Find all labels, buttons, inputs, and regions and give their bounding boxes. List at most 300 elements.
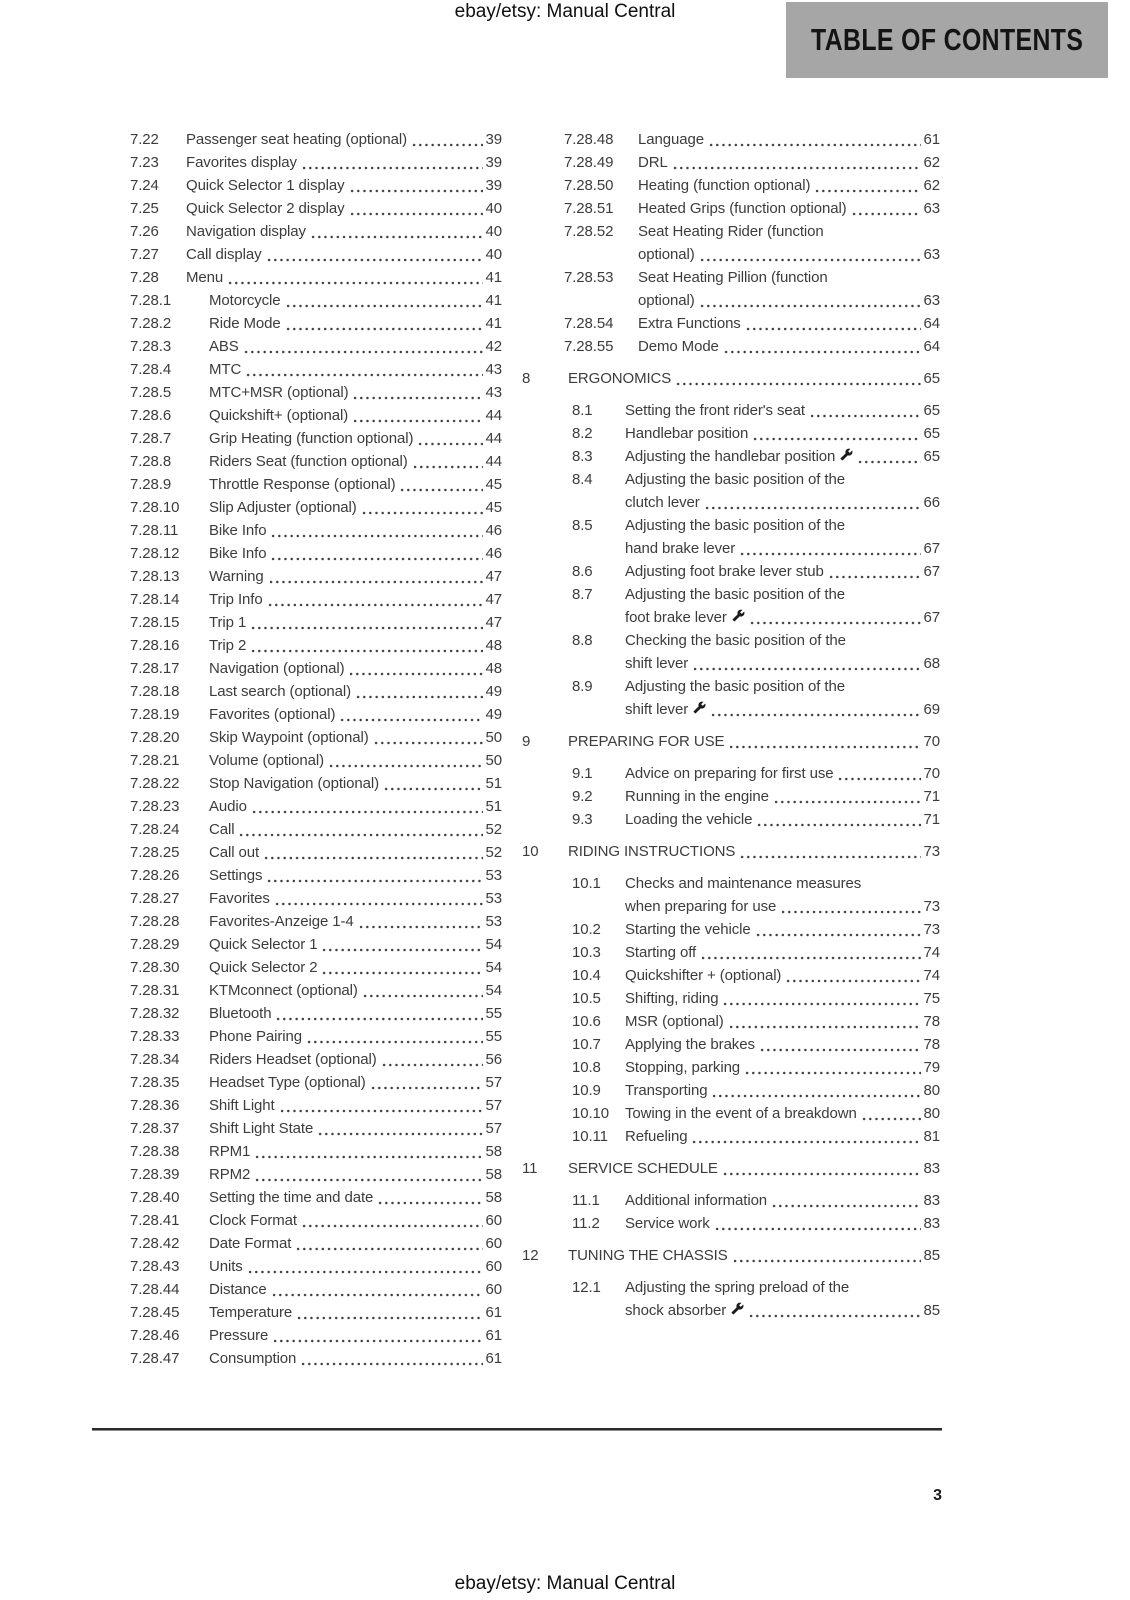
toc-entry-number: 8.2 bbox=[572, 425, 593, 442]
toc-entry-body bbox=[209, 404, 502, 427]
dot-leader bbox=[714, 1227, 921, 1231]
toc-entry-page: 65 bbox=[923, 448, 940, 465]
toc-entry-page: 58 bbox=[485, 1143, 502, 1160]
dot-leader bbox=[756, 823, 920, 827]
toc-entry-last-line bbox=[209, 772, 502, 795]
toc-entry-row bbox=[130, 450, 502, 473]
toc-entry-page: 54 bbox=[485, 936, 502, 953]
dot-leader bbox=[247, 1270, 483, 1274]
toc-entry-row bbox=[130, 358, 502, 381]
dot-leader bbox=[411, 143, 482, 147]
toc-entry-title: Quick Selector 1 display bbox=[186, 177, 345, 194]
dot-leader bbox=[828, 575, 921, 579]
toc-entry-row bbox=[522, 1010, 940, 1033]
toc-entry-body bbox=[209, 1278, 502, 1301]
dot-leader bbox=[699, 258, 921, 262]
toc-entry-row bbox=[130, 1071, 502, 1094]
dot-leader bbox=[732, 1259, 921, 1263]
dot-leader bbox=[328, 764, 482, 768]
toc-entry-body bbox=[625, 1125, 940, 1148]
toc-entry-number: 7.28.54 bbox=[564, 315, 614, 332]
toc-entry-page: 73 bbox=[923, 921, 940, 938]
dot-leader bbox=[722, 1172, 921, 1176]
toc-entry-row bbox=[130, 519, 502, 542]
toc-entry-page: 60 bbox=[485, 1281, 502, 1298]
toc-entry-page: 78 bbox=[923, 1036, 940, 1053]
dot-leader bbox=[383, 787, 482, 791]
toc-entry-page: 50 bbox=[485, 752, 502, 769]
toc-entry-row bbox=[130, 1347, 502, 1370]
toc-entry-page: 57 bbox=[485, 1097, 502, 1114]
dot-leader bbox=[785, 979, 920, 983]
dot-leader bbox=[722, 1002, 920, 1006]
dot-leader bbox=[851, 212, 921, 216]
toc-entry-page: 54 bbox=[485, 959, 502, 976]
dot-leader bbox=[773, 800, 921, 804]
toc-entry-page: 49 bbox=[485, 683, 502, 700]
toc-entry-number: 7.28.44 bbox=[130, 1281, 180, 1298]
toc-entry-row bbox=[130, 680, 502, 703]
toc-entry-number: 7.28.2 bbox=[130, 315, 172, 332]
toc-entry-number: 7.28.1 bbox=[130, 292, 172, 309]
toc-entry-row bbox=[522, 399, 940, 422]
toc-entry-row bbox=[130, 1209, 502, 1232]
dot-leader bbox=[708, 143, 921, 147]
toc-entry-row bbox=[522, 560, 940, 583]
toc-entry-last-line bbox=[625, 1010, 940, 1033]
toc-entry-number: 7.28.6 bbox=[130, 407, 172, 424]
toc-entry-last-line bbox=[209, 864, 502, 887]
toc-entry-body bbox=[209, 358, 502, 381]
toc-entry-body bbox=[209, 565, 502, 588]
toc-entry-number: 8.4 bbox=[572, 471, 593, 488]
toc-entry-title: Transporting bbox=[625, 1082, 708, 1099]
dot-leader bbox=[417, 442, 482, 446]
toc-entry-last-line bbox=[209, 1278, 502, 1301]
toc-entry-title: clutch lever bbox=[625, 494, 700, 511]
toc-entry-last-line bbox=[568, 840, 940, 863]
toc-entry-page: 41 bbox=[485, 292, 502, 309]
toc-entry-last-line bbox=[209, 565, 502, 588]
toc-entry-title: Trip 2 bbox=[209, 637, 247, 654]
toc-entry-last-line bbox=[638, 335, 940, 358]
toc-entry-number: 8.9 bbox=[572, 678, 593, 695]
dot-leader bbox=[361, 511, 483, 515]
toc-entry-row bbox=[130, 818, 502, 841]
toc-entry-title: Shift Light State bbox=[209, 1120, 314, 1137]
toc-entry-row bbox=[130, 220, 502, 243]
toc-entry-last-line bbox=[625, 1033, 940, 1056]
dot-leader bbox=[251, 810, 483, 814]
dot-leader bbox=[691, 1140, 920, 1144]
toc-entry-row bbox=[522, 629, 940, 675]
dot-leader bbox=[814, 189, 920, 193]
toc-entry-page: 63 bbox=[923, 292, 940, 309]
toc-entry-number: 7.28.16 bbox=[130, 637, 180, 654]
toc-entry-number: 7.28.33 bbox=[130, 1028, 180, 1045]
toc-entry-row bbox=[522, 468, 940, 514]
toc-entry-last-line bbox=[209, 818, 502, 841]
toc-entry-title: Navigation (optional) bbox=[209, 660, 345, 677]
dot-leader bbox=[373, 741, 483, 745]
toc-entry-number: 7.28.47 bbox=[130, 1350, 180, 1367]
toc-entry-last-line bbox=[209, 1301, 502, 1324]
toc-entry-title: RPM1 bbox=[209, 1143, 251, 1160]
toc-entry-last-line bbox=[625, 895, 940, 918]
toc-entry-title: Trip 1 bbox=[209, 614, 247, 631]
toc-entry-last-line bbox=[209, 749, 502, 772]
toc-entry-title: Adjusting the handlebar position bbox=[625, 448, 836, 465]
toc-entry-page: 83 bbox=[923, 1215, 940, 1232]
toc-entry-number: 7.28.14 bbox=[130, 591, 180, 608]
toc-entry-title: Skip Waypoint (optional) bbox=[209, 729, 369, 746]
toc-entry-title: Ride Mode bbox=[209, 315, 281, 332]
toc-entry-page: 65 bbox=[923, 425, 940, 442]
toc-entry-row bbox=[130, 979, 502, 1002]
toc-entry-title: Quick Selector 1 bbox=[209, 936, 318, 953]
toc-entry-row bbox=[130, 289, 502, 312]
dot-leader bbox=[755, 933, 921, 937]
toc-entry-page: 57 bbox=[485, 1120, 502, 1137]
toc-entry-row bbox=[522, 335, 940, 358]
toc-entry-last-line bbox=[209, 519, 502, 542]
toc-entry-last-line bbox=[186, 151, 502, 174]
toc-entry-last-line bbox=[209, 473, 502, 496]
toc-entry-title: Grip Heating (function optional) bbox=[209, 430, 414, 447]
toc-entry-body bbox=[625, 514, 940, 560]
toc-entry-title: hand brake lever bbox=[625, 540, 736, 557]
toc-entry-row bbox=[522, 220, 940, 266]
toc-entry-number: 8 bbox=[522, 370, 531, 387]
toc-entry-number: 7.28.30 bbox=[130, 959, 180, 976]
toc-entry-number: 10.11 bbox=[572, 1128, 608, 1145]
toc-entry-number: 7.28.15 bbox=[130, 614, 180, 631]
toc-entry-title-line: Adjusting the basic position of the bbox=[625, 471, 845, 488]
toc-entry-number: 9.1 bbox=[572, 765, 593, 782]
toc-entry-title: Stop Navigation (optional) bbox=[209, 775, 380, 792]
toc-entry-title: Distance bbox=[209, 1281, 267, 1298]
toc-entry-last-line bbox=[209, 1255, 502, 1278]
toc-entry-last-line bbox=[625, 1299, 940, 1322]
dot-leader bbox=[745, 327, 921, 331]
dot-leader bbox=[349, 189, 483, 193]
toc-entry-row bbox=[130, 496, 502, 519]
toc-entry-last-line bbox=[625, 1125, 940, 1148]
dot-leader bbox=[301, 166, 483, 170]
toc-entry-row bbox=[130, 1232, 502, 1255]
toc-entry-page: 67 bbox=[923, 563, 940, 580]
toc-entry-row bbox=[130, 956, 502, 979]
toc-entry-row bbox=[130, 473, 502, 496]
toc-entry-row bbox=[130, 910, 502, 933]
toc-entry-number: 7.22 bbox=[130, 131, 159, 148]
toc-entry-number: 11.2 bbox=[572, 1215, 600, 1232]
toc-entry-last-line bbox=[209, 450, 502, 473]
toc-entry-number: 10.1 bbox=[572, 875, 601, 892]
toc-entry-last-line bbox=[625, 918, 940, 941]
dot-leader bbox=[692, 667, 920, 671]
toc-entry-last-line bbox=[209, 1324, 502, 1347]
toc-entry-page: 39 bbox=[485, 177, 502, 194]
dot-leader bbox=[321, 971, 482, 975]
dot-leader bbox=[245, 373, 482, 377]
toc-entry-body bbox=[209, 335, 502, 358]
toc-entry-body bbox=[209, 1002, 502, 1025]
toc-entry-body bbox=[209, 611, 502, 634]
toc-column-right bbox=[522, 128, 940, 1322]
toc-entry-body bbox=[625, 629, 940, 675]
toc-entry-row bbox=[130, 588, 502, 611]
toc-entry-body bbox=[625, 918, 940, 941]
toc-entry-last-line bbox=[209, 1025, 502, 1048]
toc-entry-body bbox=[568, 1157, 940, 1180]
dot-leader bbox=[349, 212, 483, 216]
toc-entry-page: 43 bbox=[485, 361, 502, 378]
toc-entry-last-line bbox=[209, 588, 502, 611]
toc-entry-page: 80 bbox=[923, 1105, 940, 1122]
toc-entry-body bbox=[209, 289, 502, 312]
toc-entry-body bbox=[209, 749, 502, 772]
dot-leader bbox=[270, 557, 482, 561]
dot-leader bbox=[809, 414, 921, 418]
toc-entry-body bbox=[209, 427, 502, 450]
toc-entry-last-line bbox=[209, 1094, 502, 1117]
toc-entry-last-line bbox=[209, 1347, 502, 1370]
toc-entry-last-line bbox=[638, 289, 940, 312]
toc-entry-number: 7.28.36 bbox=[130, 1097, 180, 1114]
toc-entry-title-line: Checks and maintenance measures bbox=[625, 875, 862, 892]
toc-entry-title: Setting the front rider's seat bbox=[625, 402, 805, 419]
toc-entry-page: 78 bbox=[923, 1013, 940, 1030]
toc-entry-number: 7.28.35 bbox=[130, 1074, 180, 1091]
toc-entry-page: 41 bbox=[485, 269, 502, 286]
toc-entry-number: 7.28.32 bbox=[130, 1005, 180, 1022]
toc-entry-row bbox=[522, 1102, 940, 1125]
toc-entry-row bbox=[522, 1079, 940, 1102]
toc-entry-page: 73 bbox=[923, 898, 940, 915]
toc-entry-number: 7.28.28 bbox=[130, 913, 180, 930]
dot-leader bbox=[266, 879, 482, 883]
toc-entry-row bbox=[130, 1278, 502, 1301]
toc-entry-page: 46 bbox=[485, 522, 502, 539]
toc-entry-body bbox=[625, 785, 940, 808]
toc-entry-number: 11 bbox=[522, 1160, 538, 1177]
toc-entry-number: 8.6 bbox=[572, 563, 593, 580]
toc-entry-page: 85 bbox=[923, 1247, 940, 1264]
toc-entry-title: Date Format bbox=[209, 1235, 292, 1252]
toc-entry-page: 40 bbox=[485, 223, 502, 240]
toc-entry-title: RPM2 bbox=[209, 1166, 251, 1183]
toc-entry-body bbox=[209, 956, 502, 979]
toc-entry-title: Heating (function optional) bbox=[638, 177, 811, 194]
toc-entry-last-line bbox=[209, 1071, 502, 1094]
toc-entry-body bbox=[209, 1140, 502, 1163]
toc-entry-page: 57 bbox=[485, 1074, 502, 1091]
dot-leader bbox=[270, 534, 482, 538]
toc-entry-page: 68 bbox=[923, 655, 940, 672]
toc-entry-number: 7.28.49 bbox=[564, 154, 614, 171]
toc-entry-row bbox=[522, 808, 940, 831]
toc-entry-last-line bbox=[568, 1244, 940, 1267]
toc-entry-title: MSR (optional) bbox=[625, 1013, 724, 1030]
toc-entry-row bbox=[522, 941, 940, 964]
toc-entry-last-line bbox=[638, 174, 940, 197]
toc-entry-title: MTC bbox=[209, 361, 242, 378]
toc-entry-number: 7.28.37 bbox=[130, 1120, 180, 1137]
toc-entry-body bbox=[625, 1079, 940, 1102]
toc-entry-number: 7.28.46 bbox=[130, 1327, 180, 1344]
toc-entry-title: Shift Light bbox=[209, 1097, 275, 1114]
toc-entry-body bbox=[209, 1071, 502, 1094]
page-title: TABLE OF CONTENTS bbox=[810, 22, 1084, 57]
toc-entry-page: 62 bbox=[923, 177, 940, 194]
toc-entry-number: 7.28.48 bbox=[564, 131, 614, 148]
toc-entry-row bbox=[522, 762, 940, 785]
toc-entry-number: 7.28.29 bbox=[130, 936, 180, 953]
toc-entry-body bbox=[209, 634, 502, 657]
toc-entry-title: Favorites display bbox=[186, 154, 297, 171]
toc-entry-body bbox=[209, 979, 502, 1002]
toc-entry-page: 53 bbox=[485, 867, 502, 884]
toc-entry-title: Warning bbox=[209, 568, 264, 585]
dot-leader bbox=[857, 460, 920, 464]
toc-entry-row bbox=[130, 565, 502, 588]
toc-entry-number: 7.28.39 bbox=[130, 1166, 180, 1183]
dot-leader bbox=[749, 621, 921, 625]
toc-entry-row bbox=[130, 404, 502, 427]
toc-entry-row bbox=[522, 312, 940, 335]
toc-entry-last-line bbox=[638, 243, 940, 266]
toc-entry-body bbox=[209, 1347, 502, 1370]
toc-entry-title: Starting off bbox=[625, 944, 697, 961]
toc-entry-row bbox=[130, 335, 502, 358]
toc-entry-page: 62 bbox=[923, 154, 940, 171]
toc-entry-number: 10 bbox=[522, 843, 539, 860]
toc-entry-title-line: Adjusting the basic position of the bbox=[625, 678, 845, 695]
toc-entry-page: 56 bbox=[485, 1051, 502, 1068]
toc-entry-number: 12 bbox=[522, 1247, 539, 1264]
toc-entry-number: 7.28.43 bbox=[130, 1258, 180, 1275]
toc-entry-number: 7.28.25 bbox=[130, 844, 180, 861]
dot-leader bbox=[728, 1025, 921, 1029]
toc-entry-last-line bbox=[625, 1212, 940, 1235]
toc-entry-body bbox=[568, 730, 940, 753]
toc-entry-row bbox=[522, 964, 940, 987]
toc-entry-number: 8.5 bbox=[572, 517, 593, 534]
toc-entry-page: 50 bbox=[485, 729, 502, 746]
toc-entry-row bbox=[522, 918, 940, 941]
toc-entry-title: Stopping, parking bbox=[625, 1059, 741, 1076]
toc-entry-title: Call display bbox=[186, 246, 262, 263]
toc-entry-last-line bbox=[625, 399, 940, 422]
toc-entry-page: 71 bbox=[923, 811, 940, 828]
toc-entry-body bbox=[638, 312, 940, 335]
toc-entry-title: Language bbox=[638, 131, 704, 148]
toc-entry-title: PREPARING FOR USE bbox=[568, 733, 725, 750]
toc-entry-page: 52 bbox=[485, 844, 502, 861]
toc-entry-last-line bbox=[186, 266, 502, 289]
toc-entry-last-line bbox=[186, 128, 502, 151]
toc-entry-number: 7.24 bbox=[130, 177, 159, 194]
toc-entry-number: 7.28.42 bbox=[130, 1235, 180, 1252]
toc-entry-last-line bbox=[209, 1232, 502, 1255]
toc-entry-page: 45 bbox=[485, 499, 502, 516]
toc-entry-title: RIDING INSTRUCTIONS bbox=[568, 843, 736, 860]
toc-entry-last-line bbox=[568, 367, 940, 390]
toc-entry-title: Bike Info bbox=[209, 522, 267, 539]
toc-entry-page: 45 bbox=[485, 476, 502, 493]
toc-entry-title: shift lever bbox=[625, 701, 689, 718]
toc-entry-page: 70 bbox=[923, 765, 940, 782]
toc-entry-body bbox=[209, 1025, 502, 1048]
toc-entry-title: Advice on preparing for first use bbox=[625, 765, 834, 782]
toc-entry-row bbox=[130, 1025, 502, 1048]
toc-entry-row bbox=[130, 1140, 502, 1163]
toc-entry-title: Call out bbox=[209, 844, 260, 861]
dot-leader bbox=[728, 745, 920, 749]
toc-entry-number: 7.28.23 bbox=[130, 798, 180, 815]
toc-entry-number: 7.28.4 bbox=[130, 361, 172, 378]
toc-entry-number: 7.28.55 bbox=[564, 338, 614, 355]
toc-entry-body bbox=[186, 128, 502, 151]
toc-entry-page: 48 bbox=[485, 660, 502, 677]
toc-entry-page: 40 bbox=[485, 246, 502, 263]
toc-entry-number: 10.3 bbox=[572, 944, 601, 961]
footer-site-label: ebay/etsy: Manual Central bbox=[454, 1573, 676, 1594]
dot-leader bbox=[339, 718, 482, 722]
toc-entry-row bbox=[522, 1212, 940, 1235]
toc-entry-body bbox=[625, 399, 940, 422]
toc-entry-body bbox=[209, 795, 502, 818]
toc-entry-number: 7.28.5 bbox=[130, 384, 172, 401]
toc-entry-body bbox=[186, 197, 502, 220]
dot-leader bbox=[752, 437, 920, 441]
toc-entry-title-line: Seat Heating Pillion (function bbox=[638, 269, 828, 286]
dot-leader bbox=[263, 856, 482, 860]
toc-entry-body bbox=[186, 266, 502, 289]
dot-leader bbox=[362, 994, 483, 998]
toc-entry-row bbox=[130, 427, 502, 450]
toc-entry-title: ERGONOMICS bbox=[568, 370, 672, 387]
toc-entry-body bbox=[638, 151, 940, 174]
toc-entry-title: Favorites bbox=[209, 890, 270, 907]
toc-entry-page: 53 bbox=[485, 913, 502, 930]
dot-leader bbox=[780, 910, 920, 914]
toc-entry-title: Bike Info bbox=[209, 545, 267, 562]
toc-entry-number: 7.23 bbox=[130, 154, 159, 171]
toc-entry-number: 7.27 bbox=[130, 246, 159, 263]
toc-entry-last-line bbox=[209, 933, 502, 956]
dot-leader bbox=[358, 925, 483, 929]
toc-entry-title: Running in the engine bbox=[625, 788, 769, 805]
toc-entry-last-line bbox=[209, 1048, 502, 1071]
toc-entry-page: 85 bbox=[923, 1302, 940, 1319]
toc-entry-last-line bbox=[209, 611, 502, 634]
toc-entry-row bbox=[130, 381, 502, 404]
toc-entry-body bbox=[209, 1048, 502, 1071]
toc-entry-number: 7.28.31 bbox=[130, 982, 180, 999]
toc-entry-row bbox=[130, 1255, 502, 1278]
toc-entry-body bbox=[209, 726, 502, 749]
toc-entry-body bbox=[625, 1033, 940, 1056]
toc-entry-number: 8.7 bbox=[572, 586, 593, 603]
toc-entry-title: Phone Pairing bbox=[209, 1028, 302, 1045]
toc-entry-number: 7.28.11 bbox=[130, 522, 179, 539]
toc-entry-page: 53 bbox=[485, 890, 502, 907]
toc-entry-body bbox=[209, 887, 502, 910]
toc-entry-last-line bbox=[209, 427, 502, 450]
toc-entry-number: 7.28.7 bbox=[130, 430, 172, 447]
